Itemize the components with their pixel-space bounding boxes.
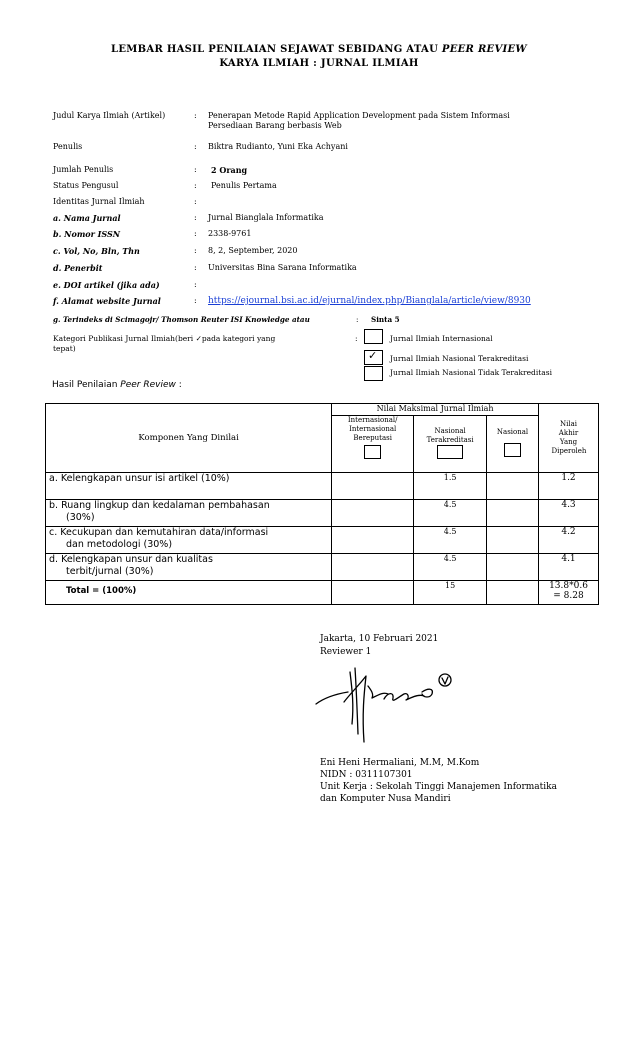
table-total-row: Total = (100%) 15 13.8*0.6 = 8.28 [46, 581, 599, 605]
header-nilai-maksimal: Nilai Maksimal Jurnal Ilmiah [332, 404, 539, 416]
table-row: a. Kelengkapan unsur isi artikel (10%) 1.5 1.2 [46, 473, 599, 500]
category-checkbox-nasional-terakreditasi[interactable]: ✓ [364, 350, 383, 365]
table-row: c. Kecukupan dan kemutahiran data/informasi dan metodologi (30%) 4.5 4.2 [46, 527, 599, 554]
handwritten-signature [314, 664, 464, 756]
category-checkbox-nasional-tidak-terakreditasi[interactable] [364, 366, 383, 381]
table-row: d. Kelengkapan unsur dan kualitas terbit/jurnal (30%) 4.5 4.1 [46, 554, 599, 581]
checkbox-nasional[interactable] [504, 443, 521, 457]
category-checkbox-internasional[interactable] [364, 329, 383, 344]
header-komponen: Komponen Yang Dinilai [46, 404, 332, 473]
journal-website-link[interactable]: https://ejournal.bsi.ac.id/ejurnal/index.php/Bianglala/article/view/8930 [208, 296, 531, 306]
document-title-line2: KARYA ILMIAH : JURNAL ILMIAH [219, 58, 419, 69]
table-row: b. Ruang lingkup dan kedalaman pembahasan (30%) 4.5 4.3 [46, 500, 599, 527]
place-date: Jakarta, 10 Februari 2021 [320, 634, 439, 644]
score-table [45, 403, 599, 605]
reviewer-role: Reviewer 1 [320, 647, 372, 657]
category-option-internasional: Jurnal Ilmiah Internasional [390, 334, 493, 343]
checkbox-internasional[interactable] [364, 445, 381, 459]
review-heading: Hasil Penilaian Peer Review : [52, 380, 182, 390]
header-nasional: Nasional [487, 416, 539, 473]
reviewer-name: Eni Heni Hermaliani, M.M, M.Kom [320, 758, 480, 768]
header-nilai-akhir: Nilai Akhir Yang Diperoleh [539, 404, 599, 473]
header-nasional-terakreditasi: Nasional Terakreditasi [414, 416, 487, 473]
reviewer-unit-line1: Unit Kerja : Sekolah Tinggi Manajemen Informatika [320, 782, 557, 792]
header-internasional: Internasional/ Internasional Bereputasi [332, 416, 414, 473]
category-option-nasional-terakreditasi: Jurnal Ilmiah Nasional Terakreditasi [390, 354, 529, 363]
checkbox-nasional-terakreditasi[interactable] [437, 445, 463, 459]
reviewer-unit-line2: dan Komputer Nusa Mandiri [320, 794, 451, 804]
category-option-nasional-tidak-terakreditasi: Jurnal Ilmiah Nasional Tidak Terakreditasi [390, 368, 552, 377]
reviewer-nidn: NIDN : 0311107301 [320, 770, 413, 780]
document-title-line1: LEMBAR HASIL PENILAIAN SEJAWAT SEBIDANG ATAU PEER REVIEW [111, 44, 527, 55]
